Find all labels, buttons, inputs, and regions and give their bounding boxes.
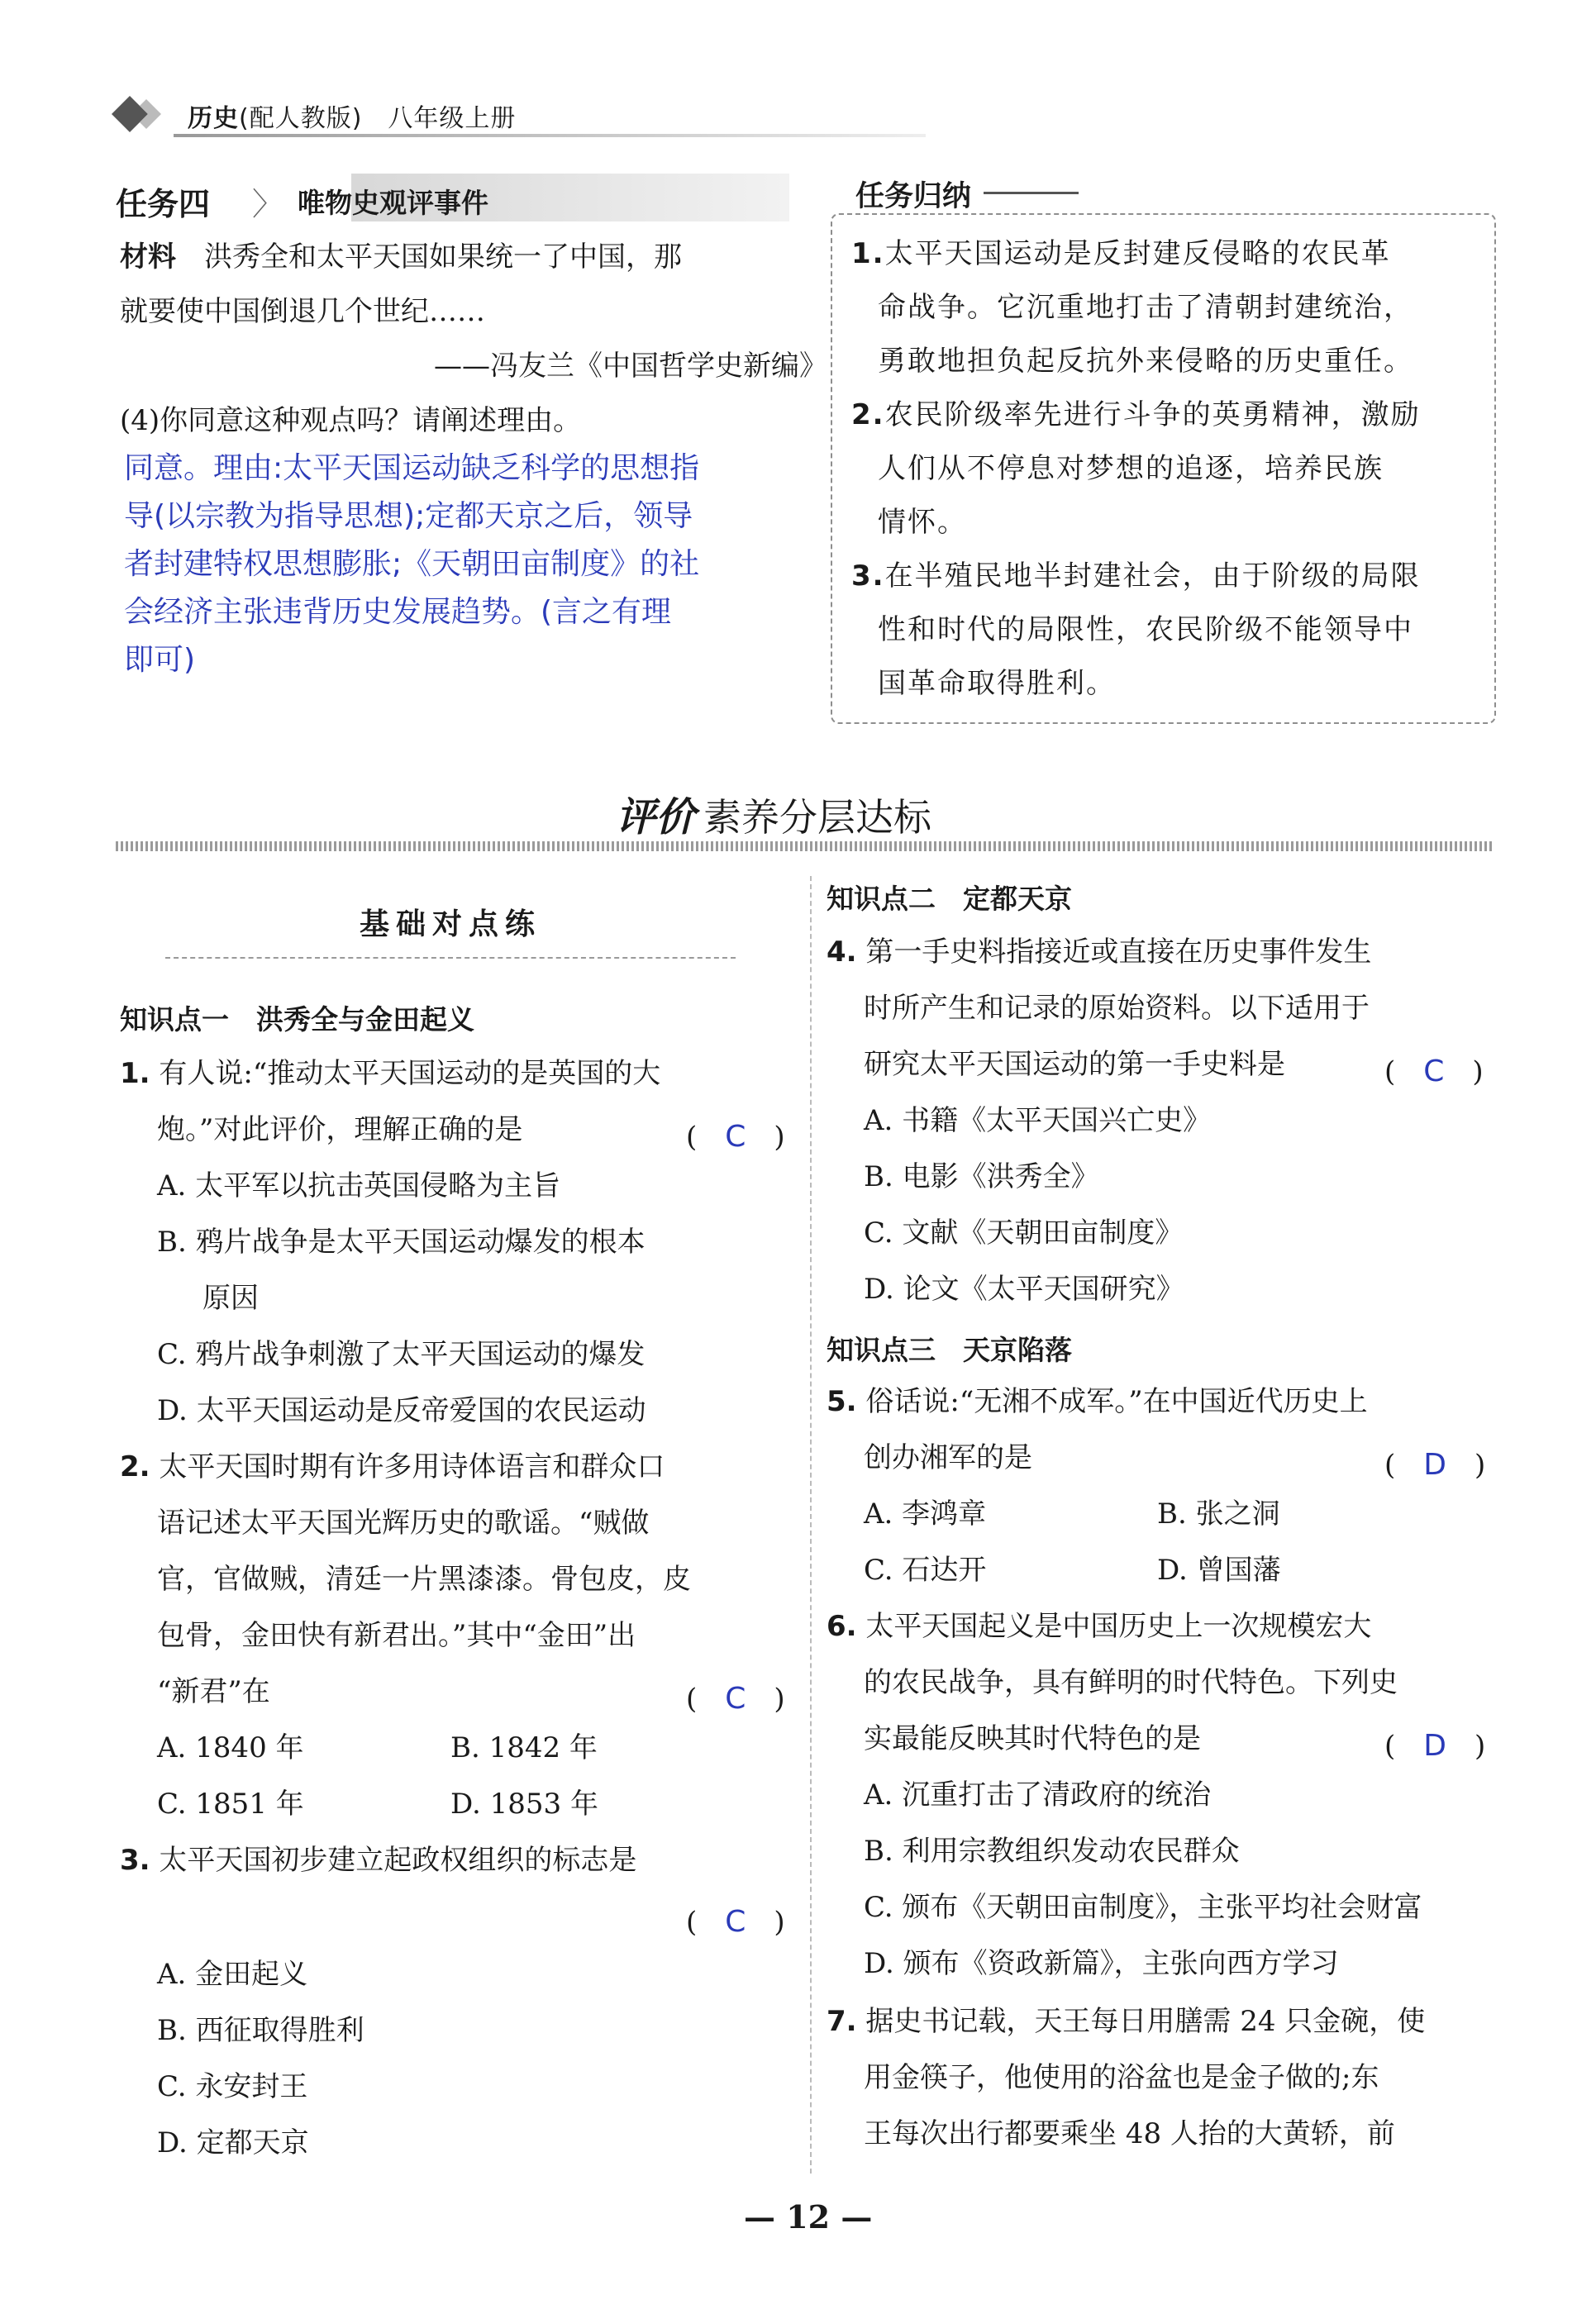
knowledge-point-3: 知识点三 天京陷落: [827, 1334, 1072, 1366]
question-5: 5. 俗话说:“无湘不成军。”在中国近代历史上: [827, 1385, 1368, 1418]
column-divider: [810, 876, 812, 2174]
option: C. 鸦片战争刺激了太平天国运动的爆发: [157, 1338, 646, 1371]
knowledge-point-2: 知识点二 定都天京: [827, 883, 1072, 915]
material-line-2: 就要使中国倒退几个世纪……: [120, 295, 485, 328]
question-7-line: 用金筷子，他使用的浴盆也是金子做的;东: [864, 2061, 1379, 2094]
answer-bracket: ( C ): [686, 1682, 785, 1716]
summary-title: 任务归纳: [855, 180, 972, 213]
option: A. 1840 年: [157, 1731, 304, 1764]
question-2-line: 官，官做贼，清廷一片黑漆漆。骨包皮，皮: [157, 1563, 691, 1596]
summary-item-2: 2.农民阶级率先进行斗争的英勇精神，激励 人们从不停息对梦想的追逐，培养民族 情怀。: [851, 398, 1421, 539]
diamond-logo-icon: [112, 96, 169, 132]
summary-item-1: 1.太平天国运动是反封建反侵略的农民革 命战争。它沉重地打击了清朝封建统治， 勇敢地担负起反抗外来侵略的历史重任。: [851, 237, 1413, 378]
question-2-line: “新君”在: [157, 1675, 270, 1708]
task-four-title: 唯物史观评事件: [298, 187, 488, 219]
option: B. 利用宗教组织发动农民群众: [864, 1835, 1240, 1868]
evaluation-title: 评价 素养分层达标: [616, 794, 932, 840]
question-4-line: 时所产生和记录的原始资料。以下适用于: [864, 992, 1370, 1025]
question-4-line: 研究太平天国运动的第一手史料是: [864, 1048, 1285, 1081]
page-number: — 12 —: [744, 2198, 873, 2235]
summary-title-rule: [984, 192, 1079, 194]
option: D. 定都天京: [157, 2126, 309, 2159]
question-4: (4)你同意这种观点吗？请阐述理由。: [120, 404, 582, 437]
answer-bracket: ( C ): [686, 1905, 785, 1939]
question-2-line: 语记述太平天国光辉历史的歌谣。“贼做: [157, 1507, 650, 1540]
task-four-banner: [116, 174, 789, 221]
question-3: 3. 太平天国初步建立起政权组织的标志是: [120, 1844, 637, 1877]
material-line-1: 材料 洪秀全和太平天国如果统一了中国，那: [120, 240, 682, 274]
question-1: 1. 有人说:“推动太平天国运动的是英国的大: [120, 1057, 661, 1090]
task-four-label: 任务四: [116, 186, 211, 222]
option: A. 书籍《太平天国兴亡史》: [864, 1104, 1212, 1137]
evaluation-rule: [116, 841, 1492, 851]
header-title: 历史(配人教版) 八年级上册: [188, 104, 517, 133]
answer-line: 者封建特权思想膨胀;《天朝田亩制度》的社: [124, 547, 700, 581]
option: C. 颁布《天朝田亩制度》，主张平均社会财富: [864, 1891, 1422, 1924]
option: A. 太平军以抗击英国侵略为主旨: [157, 1169, 561, 1202]
question-7: 7. 据史书记载，天王每日用膳需 24 只金碗，使: [827, 2005, 1426, 2038]
answer-bracket: ( C ): [1384, 1055, 1484, 1088]
question-4: 4. 第一手史料指接近或直接在历史事件发生: [827, 936, 1372, 969]
question-2: 2. 太平天国时期有许多用诗体语言和群众口: [120, 1450, 665, 1483]
option: D. 论文《太平天国研究》: [864, 1273, 1184, 1306]
option: 原因: [202, 1282, 259, 1315]
page-header: [112, 91, 814, 140]
question-2-line: 包骨，金田快有新君出。”其中“金田”出: [157, 1619, 636, 1652]
question-6: 6. 太平天国起义是中国历史上一次规模宏大: [827, 1610, 1372, 1643]
answer-line: 同意。理由:太平天国运动缺乏科学的思想指: [124, 451, 700, 485]
section-rule: [165, 957, 736, 959]
option: D. 颁布《资政新篇》，主张向西方学习: [864, 1947, 1339, 1980]
chevron-right-icon: 〉: [252, 186, 284, 222]
answer-bracket: ( C ): [686, 1120, 785, 1154]
material-source: ——冯友兰《中国哲学史新编》: [434, 350, 827, 383]
option: B. 张之洞: [1157, 1497, 1280, 1531]
option: D. 太平天国运动是反帝爱国的农民运动: [157, 1394, 646, 1427]
option: A. 沉重打击了清政府的统治: [864, 1778, 1212, 1812]
summary-item-3: 3.在半殖民地半封建社会，由于阶级的局限 性和时代的局限性，农民阶级不能领导中 国革命取得胜利。: [851, 559, 1421, 700]
question-7-line: 王每次出行都要乘坐 48 人抬的大黄轿，前: [864, 2117, 1395, 2150]
question-6-line: 实最能反映其时代特色的是: [864, 1722, 1201, 1755]
option: C. 文献《天朝田亩制度》: [864, 1217, 1184, 1250]
header-rule: [174, 134, 926, 137]
answer-line: 会经济主张违背历史发展趋势。(言之有理: [124, 595, 672, 629]
knowledge-point-1: 知识点一 洪秀全与金田起义: [120, 1003, 474, 1036]
option: D. 曾国藩: [1157, 1554, 1281, 1587]
answer-line: 导(以宗教为指导思想);定都天京之后，领导: [124, 499, 693, 533]
answer-bracket: ( D ): [1384, 1448, 1486, 1482]
option: A. 李鸿章: [864, 1497, 987, 1531]
answer-line: 即可): [124, 643, 196, 677]
option: B. 电影《洪秀全》: [864, 1160, 1099, 1193]
option: C. 永安封王: [157, 2070, 308, 2103]
option: B. 鸦片战争是太平天国运动爆发的根本: [157, 1226, 646, 1259]
question-6-line: 的农民战争，具有鲜明的时代特色。下列史: [864, 1666, 1398, 1699]
question-5-line: 创办湘军的是: [864, 1441, 1032, 1474]
option: C. 石达开: [864, 1554, 987, 1587]
option: B. 1842 年: [450, 1731, 598, 1764]
option: C. 1851 年: [157, 1788, 304, 1821]
option: D. 1853 年: [450, 1788, 598, 1821]
question-1-line: 炮。”对此评价，理解正确的是: [157, 1113, 523, 1146]
option: A. 金田起义: [157, 1958, 308, 1991]
option: B. 西征取得胜利: [157, 2014, 364, 2047]
answer-bracket: ( D ): [1384, 1729, 1486, 1763]
section-heading: 基础对点练: [359, 907, 541, 941]
